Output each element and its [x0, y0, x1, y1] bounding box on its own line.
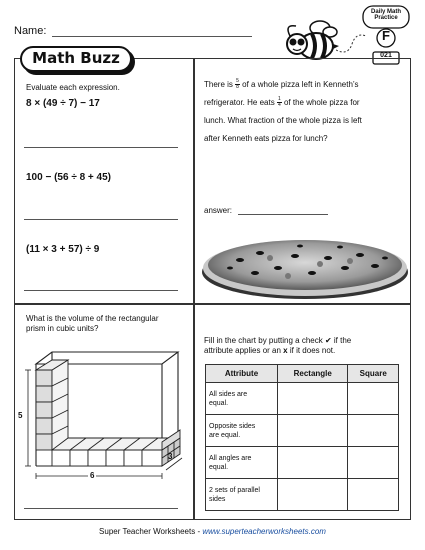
- horizontal-divider: [14, 303, 411, 305]
- name-label: Name:: [14, 25, 47, 37]
- footer-url-link[interactable]: www.superteacherworksheets.com: [202, 527, 326, 536]
- rectangle-cell[interactable]: [278, 479, 348, 511]
- square-cell[interactable]: [348, 447, 399, 479]
- pizza-line-3: lunch. What fraction of the whole pizza is left: [204, 116, 362, 125]
- chart-header-row: [206, 365, 399, 383]
- square-cell[interactable]: [348, 383, 399, 415]
- pizza-line-2: [204, 97, 360, 109]
- badge-letter: F: [382, 28, 390, 43]
- footer: [0, 527, 425, 536]
- square-cell[interactable]: [348, 479, 399, 511]
- pizza-line-1-post: of a whole pizza left in Kenneth’s: [242, 80, 359, 89]
- frac1-numerator: 5: [236, 78, 239, 85]
- attribute-text: 2 sets of parallel: [209, 486, 260, 494]
- pizza-line-4: after Kenneth eats pizza for lunch?: [204, 134, 328, 143]
- volume-line-1: What is the volume of the rectangular: [26, 314, 159, 323]
- evaluate-instructions: Evaluate each expression.: [26, 83, 120, 92]
- pizza-line-1: [204, 79, 359, 91]
- pizza-line-2-post: of the whole pizza for: [283, 98, 360, 107]
- badge-title-line2: Practice: [374, 15, 398, 21]
- rectangular-prism-diagram: [20, 340, 190, 490]
- expression-3: (11 × 3 + 57) ÷ 9: [26, 244, 100, 255]
- header-attribute: Attribute: [206, 365, 278, 383]
- expression-1: 8 × (49 ÷ 7) − 17: [26, 98, 100, 109]
- pizza-line-1-pre: There is: [204, 80, 233, 89]
- badge-title: [362, 9, 410, 21]
- table-row: [206, 447, 399, 479]
- badge-title-line1: Daily Math: [370, 9, 401, 15]
- dim-width-label: 6: [90, 471, 95, 480]
- x-mark: x: [283, 346, 288, 355]
- answer-line-3[interactable]: [24, 290, 178, 291]
- attribute-chart: [205, 364, 399, 511]
- pizza-answer-line[interactable]: [238, 214, 328, 215]
- frac1-denominator: 8: [236, 84, 239, 91]
- footer-site-name: Super Teacher Worksheets -: [99, 527, 203, 536]
- answer-label: answer:: [204, 206, 233, 215]
- table-row: [206, 383, 399, 415]
- chart-instructions-2: [204, 345, 335, 357]
- expression-2: 100 − (56 ÷ 8 + 45): [26, 172, 111, 183]
- volume-line-2: prism in cubic units?: [26, 324, 99, 333]
- page-title: Math Buzz: [20, 46, 132, 72]
- square-cell[interactable]: [348, 415, 399, 447]
- frac2-numerator: 1: [277, 96, 281, 103]
- rectangle-cell[interactable]: [278, 415, 348, 447]
- frac2-denominator: 4: [277, 102, 281, 109]
- header-square: Square: [348, 365, 399, 383]
- answer-line-2[interactable]: [24, 219, 178, 220]
- attribute-cell: [206, 479, 278, 511]
- attribute-cell: [206, 383, 278, 415]
- badge-number: 021: [380, 52, 392, 59]
- attribute-cell: [206, 415, 278, 447]
- fraction-one-fourth: [277, 97, 282, 108]
- answer-line-1[interactable]: [24, 147, 178, 148]
- fraction-five-eighths: [235, 79, 240, 90]
- table-row: [206, 415, 399, 447]
- pizza-image: [200, 228, 410, 300]
- attribute-cell: [206, 447, 278, 479]
- rectangle-cell[interactable]: [278, 383, 348, 415]
- attribute-text: equal.: [209, 463, 229, 471]
- table-row: [206, 479, 399, 511]
- attribute-text: All angles are: [209, 454, 252, 462]
- dim-depth-label: 3: [168, 452, 173, 461]
- attribute-text: sides: [209, 495, 226, 503]
- rectangle-cell[interactable]: [278, 447, 348, 479]
- vertical-divider: [193, 58, 195, 520]
- pizza-line-2-pre: refrigerator. He eats: [204, 98, 275, 107]
- name-input-line[interactable]: [52, 36, 252, 37]
- dim-height-label: 5: [18, 411, 23, 420]
- attribute-text: Opposite sides: [209, 422, 256, 430]
- volume-answer-line[interactable]: [24, 508, 178, 509]
- attribute-text: are equal.: [209, 431, 241, 439]
- chart-instructions-2-pre: attribute applies or an: [204, 346, 281, 355]
- header-rectangle: Rectangle: [278, 365, 348, 383]
- attribute-text: equal.: [209, 399, 229, 407]
- chart-instructions-2-post: if it does not.: [289, 346, 336, 355]
- chart-instructions-1: Fill in the chart by putting a check ✔ if the: [204, 336, 352, 345]
- attribute-text: All sides are: [209, 390, 248, 398]
